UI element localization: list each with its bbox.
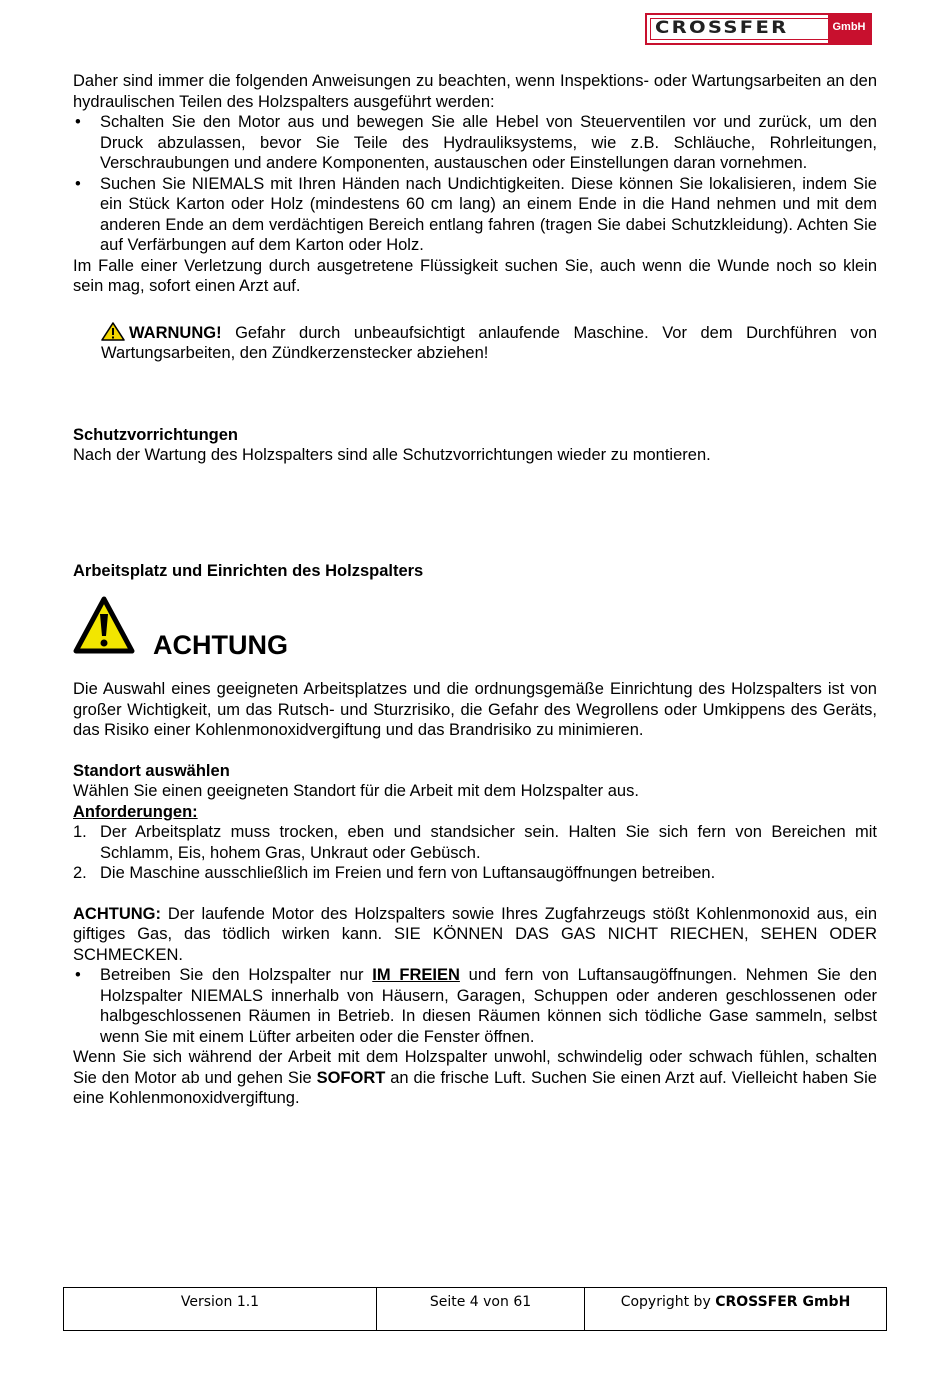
footer-copyright: Copyright by CROSSFER GmbH [620, 1294, 851, 1310]
warning-text: Gefahr durch unbeaufsichtigt anlaufende Maschine. Vor dem Durchführen von Wartungsarbeiten, den Zündkerzenstecker abziehen! [101, 323, 877, 362]
co-warning-paragraph: ACHTUNG: Der laufende Motor des Holzspalters sowie Ihres Zugfahrzeugs stößt Kohlenmonoxid aus, ein giftiges Gas, das tödlich wirken kann. SIE KÖNNEN DAS GAS NICHT RIECHEN, SEHEN ODER SCHMECKEN. [73, 904, 877, 964]
list-item: 1. Der Arbeitsplatz muss trocken, eben und standsicher sein. Halten Sie sich fern von Bereichen mit Schlamm, Eis, hohem Gras, Unkraut oder Gebüsch. [73, 823, 877, 862]
list-item: • Betreiben Sie den Holzspalter nur IM FREIEN und fern von Luftansaugöffnungen. Nehmen Sie den Holzspalter NIEMALS innerhalb von Häusern, Garagen, Schuppen oder anderen geschlossenen oder halbgeschlossenen Räumen in Betrieb. In diesen Räumen können sich tödliche Gase sammeln, selbst wenn Sie mit einem Lüfter arbeiten oder die Fenster öffnen. [75, 966, 878, 1046]
arbeitsplatz-text: Die Auswahl eines geeigneten Arbeitsplatzes und die ordnungsgemäße Einrichtung des Holzspalters ist von großer Wichtigkeit, um das Rutsch- und Sturzrisiko, die Gefahr des Wegrollens oder Umkippens des Geräts, das Risiko einer Kohlenmonoxidvergiftung und das Brandrisiko zu minimieren. [73, 680, 877, 739]
footer-page-number: Seite 4 von 61 [377, 1288, 585, 1330]
warning-label: WARNUNG! [129, 323, 222, 342]
warning-triangle-icon [101, 322, 125, 341]
hydraulic-instructions-list [73, 112, 877, 256]
list-item: • Suchen Sie NIEMALS mit Ihren Händen nach Undichtigkeiten. Diese können Sie lokalisieren, indem Sie ein Stück Karton oder Holz (mindestens 60 cm lang) an einem Ende in die Hand nehmen und mit dem anderen Ende an dem verdächtigen Bereich entlang fahren (tragen Sie dabei Schutzkleidung). Achten Sie auf Verfärbungen auf dem Karton oder Holz. [75, 174, 877, 254]
bullet-icon: • [75, 174, 81, 193]
co-final-paragraph: Wenn Sie sich während der Arbeit mit dem Holzspalter unwohl, schwindelig oder schwach fühlen, schalten Sie den Motor ab und gehen Sie SOFORT an die frische Luft. Suchen Sie einen Arzt auf. Vielleicht haben Sie eine Kohlenmonoxidvergiftung. [73, 1048, 877, 1107]
section-heading-schutz: Schutzvorrichtungen [73, 425, 239, 444]
bullet-icon: • [75, 113, 81, 131]
achtung-title: ACHTUNG [153, 630, 288, 660]
intro-paragraph: Daher sind immer die folgenden Anweisungen zu beachten, wenn Inspektions- oder Wartungsarbeiten an den hydraulischen Teilen des Holzspalters ausgeführt werden: [73, 72, 877, 111]
achtung-banner [73, 596, 877, 662]
logo-suffix: GmbH [828, 15, 870, 43]
bullet-icon: • [75, 966, 81, 984]
footer-version: Version 1.1 [64, 1288, 377, 1330]
page-content [73, 71, 877, 1109]
warning-triangle-icon [73, 596, 135, 654]
logo-brand: CROSSFER [655, 18, 789, 38]
injury-paragraph: Im Falle einer Verletzung durch ausgetretene Flüssigkeit suchen Sie, auch wenn die Wunde noch so klein sein mag, sofort einen Arzt auf. [73, 256, 877, 295]
section-heading-standort: Standort auswählen [73, 761, 230, 780]
emphasis-sofort: SOFORT [316, 1068, 386, 1087]
list-item: 2. Die Maschine ausschließlich im Freien und fern von Luftansaugöffnungen betreiben. [73, 864, 716, 882]
section-heading-arbeitsplatz: Arbeitsplatz und Einrichten des Holzspalters [73, 561, 424, 580]
schutz-text: Nach der Wartung des Holzspalters sind alle Schutzvorrichtungen wieder zu montieren. [73, 446, 711, 464]
crossfer-logo [645, 13, 872, 45]
page-footer [63, 1287, 887, 1331]
co-instructions-list [73, 965, 877, 1047]
list-item: • Schalten Sie den Motor aus und bewegen Sie alle Hebel von Steuerventilen vor und zurück, um den Druck abzulassen, bevor Sie Teile des Hydrauliksystems, wie z.B. Schläuche, Rohrleitungen, Verschraubungen und andere Komponenten, austauschen oder Einstellungen daran vornehmen. [75, 113, 877, 172]
emphasis-im-freien: IM FREIEN [372, 966, 460, 984]
standort-text: Wählen Sie einen geeigneten Standort für die Arbeit mit dem Holzspalter aus. [73, 782, 639, 800]
requirements-heading: Anforderungen: [73, 802, 198, 821]
co-warning-label: ACHTUNG: [73, 904, 161, 923]
warning-notice [101, 322, 877, 364]
requirements-list [73, 822, 877, 884]
